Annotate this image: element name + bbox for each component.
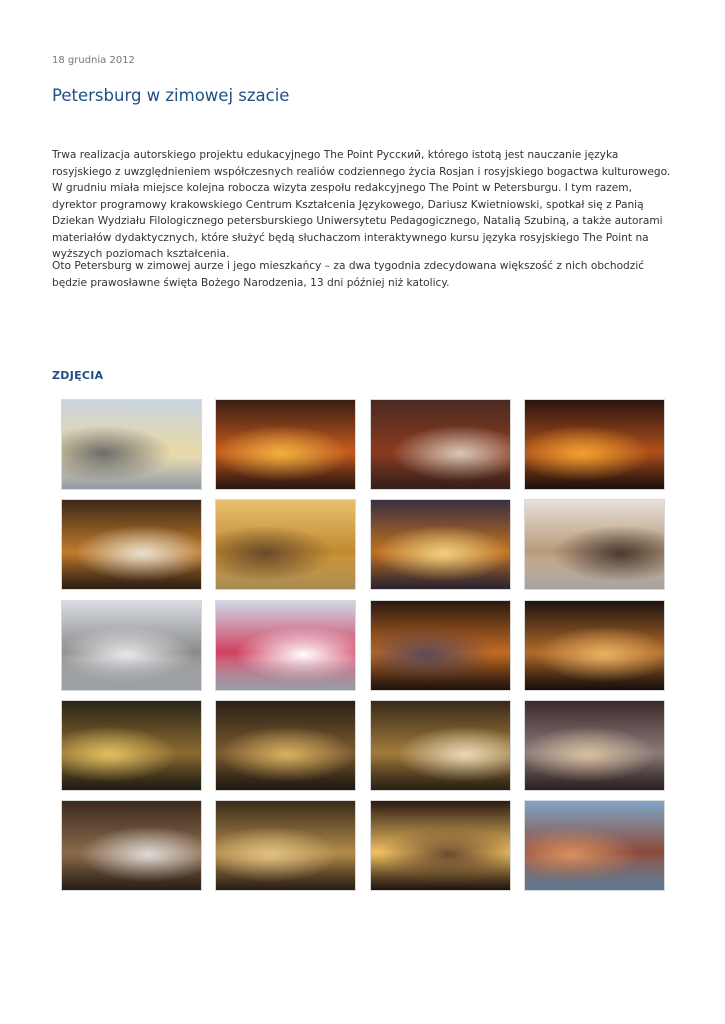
- gallery-photo[interactable]: [524, 800, 665, 891]
- gallery-photo[interactable]: [215, 399, 356, 490]
- photo-shading: [62, 500, 201, 589]
- gallery-photo[interactable]: [61, 499, 202, 590]
- gallery-photo[interactable]: [524, 499, 665, 590]
- gallery-photo[interactable]: [61, 600, 202, 691]
- photo-shading: [371, 400, 510, 489]
- gallery-photo[interactable]: [370, 600, 511, 691]
- photo-shading: [62, 801, 201, 890]
- gallery-photo[interactable]: [215, 499, 356, 590]
- gallery-photo[interactable]: [370, 499, 511, 590]
- photo-shading: [525, 701, 664, 790]
- article-date: 18 grudnia 2012: [52, 55, 135, 66]
- gallery-photo[interactable]: [61, 800, 202, 891]
- photo-shading: [216, 500, 355, 589]
- gallery-photo[interactable]: [215, 600, 356, 691]
- photo-shading: [525, 400, 664, 489]
- photo-shading: [371, 701, 510, 790]
- photo-shading: [216, 400, 355, 489]
- photo-shading: [216, 801, 355, 890]
- article-title: Petersburg w zimowej szacie: [52, 86, 290, 105]
- gallery-photo[interactable]: [370, 700, 511, 791]
- photo-shading: [62, 400, 201, 489]
- article-paragraph-1: Trwa realizacja autorskiego projektu edukacyjnego The Point Русский, którego istotą jest nauczanie języka rosyjskiego z uwzględnieniem współczesnych realiów codziennego życia Rosjan i rosyjskiego bogactwa kulturowego. W grudniu miała miejsce kolejna robocza wizyta zespołu redakcyjnego The Point w Petersburgu. I tym razem, dyrektor programowy krakowskiego Centrum Kształcenia Językowego, Dariusz Kwietniowski, spotkał się z Panią Dziekan Wydziału Filologicznego petersburskiego Uniwersytetu Pedagogicznego, Natalią Szubiną, a także autorami materiałów dydaktycznych, które służyć będą słuchaczom interaktywnego kursu języka rosyjskiego The Point na wyższych poziomach kształcenia.: [52, 149, 671, 260]
- gallery-photo[interactable]: [524, 399, 665, 490]
- gallery-photo[interactable]: [215, 700, 356, 791]
- photo-shading: [216, 601, 355, 690]
- gallery-photo[interactable]: [61, 399, 202, 490]
- photo-shading: [62, 601, 201, 690]
- gallery-photo[interactable]: [370, 800, 511, 891]
- photo-shading: [525, 801, 664, 890]
- photo-shading: [216, 701, 355, 790]
- gallery-photo[interactable]: [61, 700, 202, 791]
- gallery-photo[interactable]: [524, 600, 665, 691]
- photo-gallery: [61, 399, 664, 891]
- article-paragraph-2: Oto Petersburg w zimowej aurze i jego mieszkańcy – za dwa tygodnia zdecydowana większość z nich obchodzić będzie prawosławne święta Bożego Narodzenia, 13 dni później niż katolicy.: [52, 260, 645, 289]
- photo-shading: [62, 701, 201, 790]
- photo-shading: [371, 801, 510, 890]
- gallery-photo[interactable]: [215, 800, 356, 891]
- photo-shading: [525, 500, 664, 589]
- gallery-photo[interactable]: [370, 399, 511, 490]
- gallery-heading: ZDJĘCIA: [52, 369, 104, 382]
- photo-shading: [371, 500, 510, 589]
- photo-shading: [371, 601, 510, 690]
- gallery-photo[interactable]: [524, 700, 665, 791]
- photo-shading: [525, 601, 664, 690]
